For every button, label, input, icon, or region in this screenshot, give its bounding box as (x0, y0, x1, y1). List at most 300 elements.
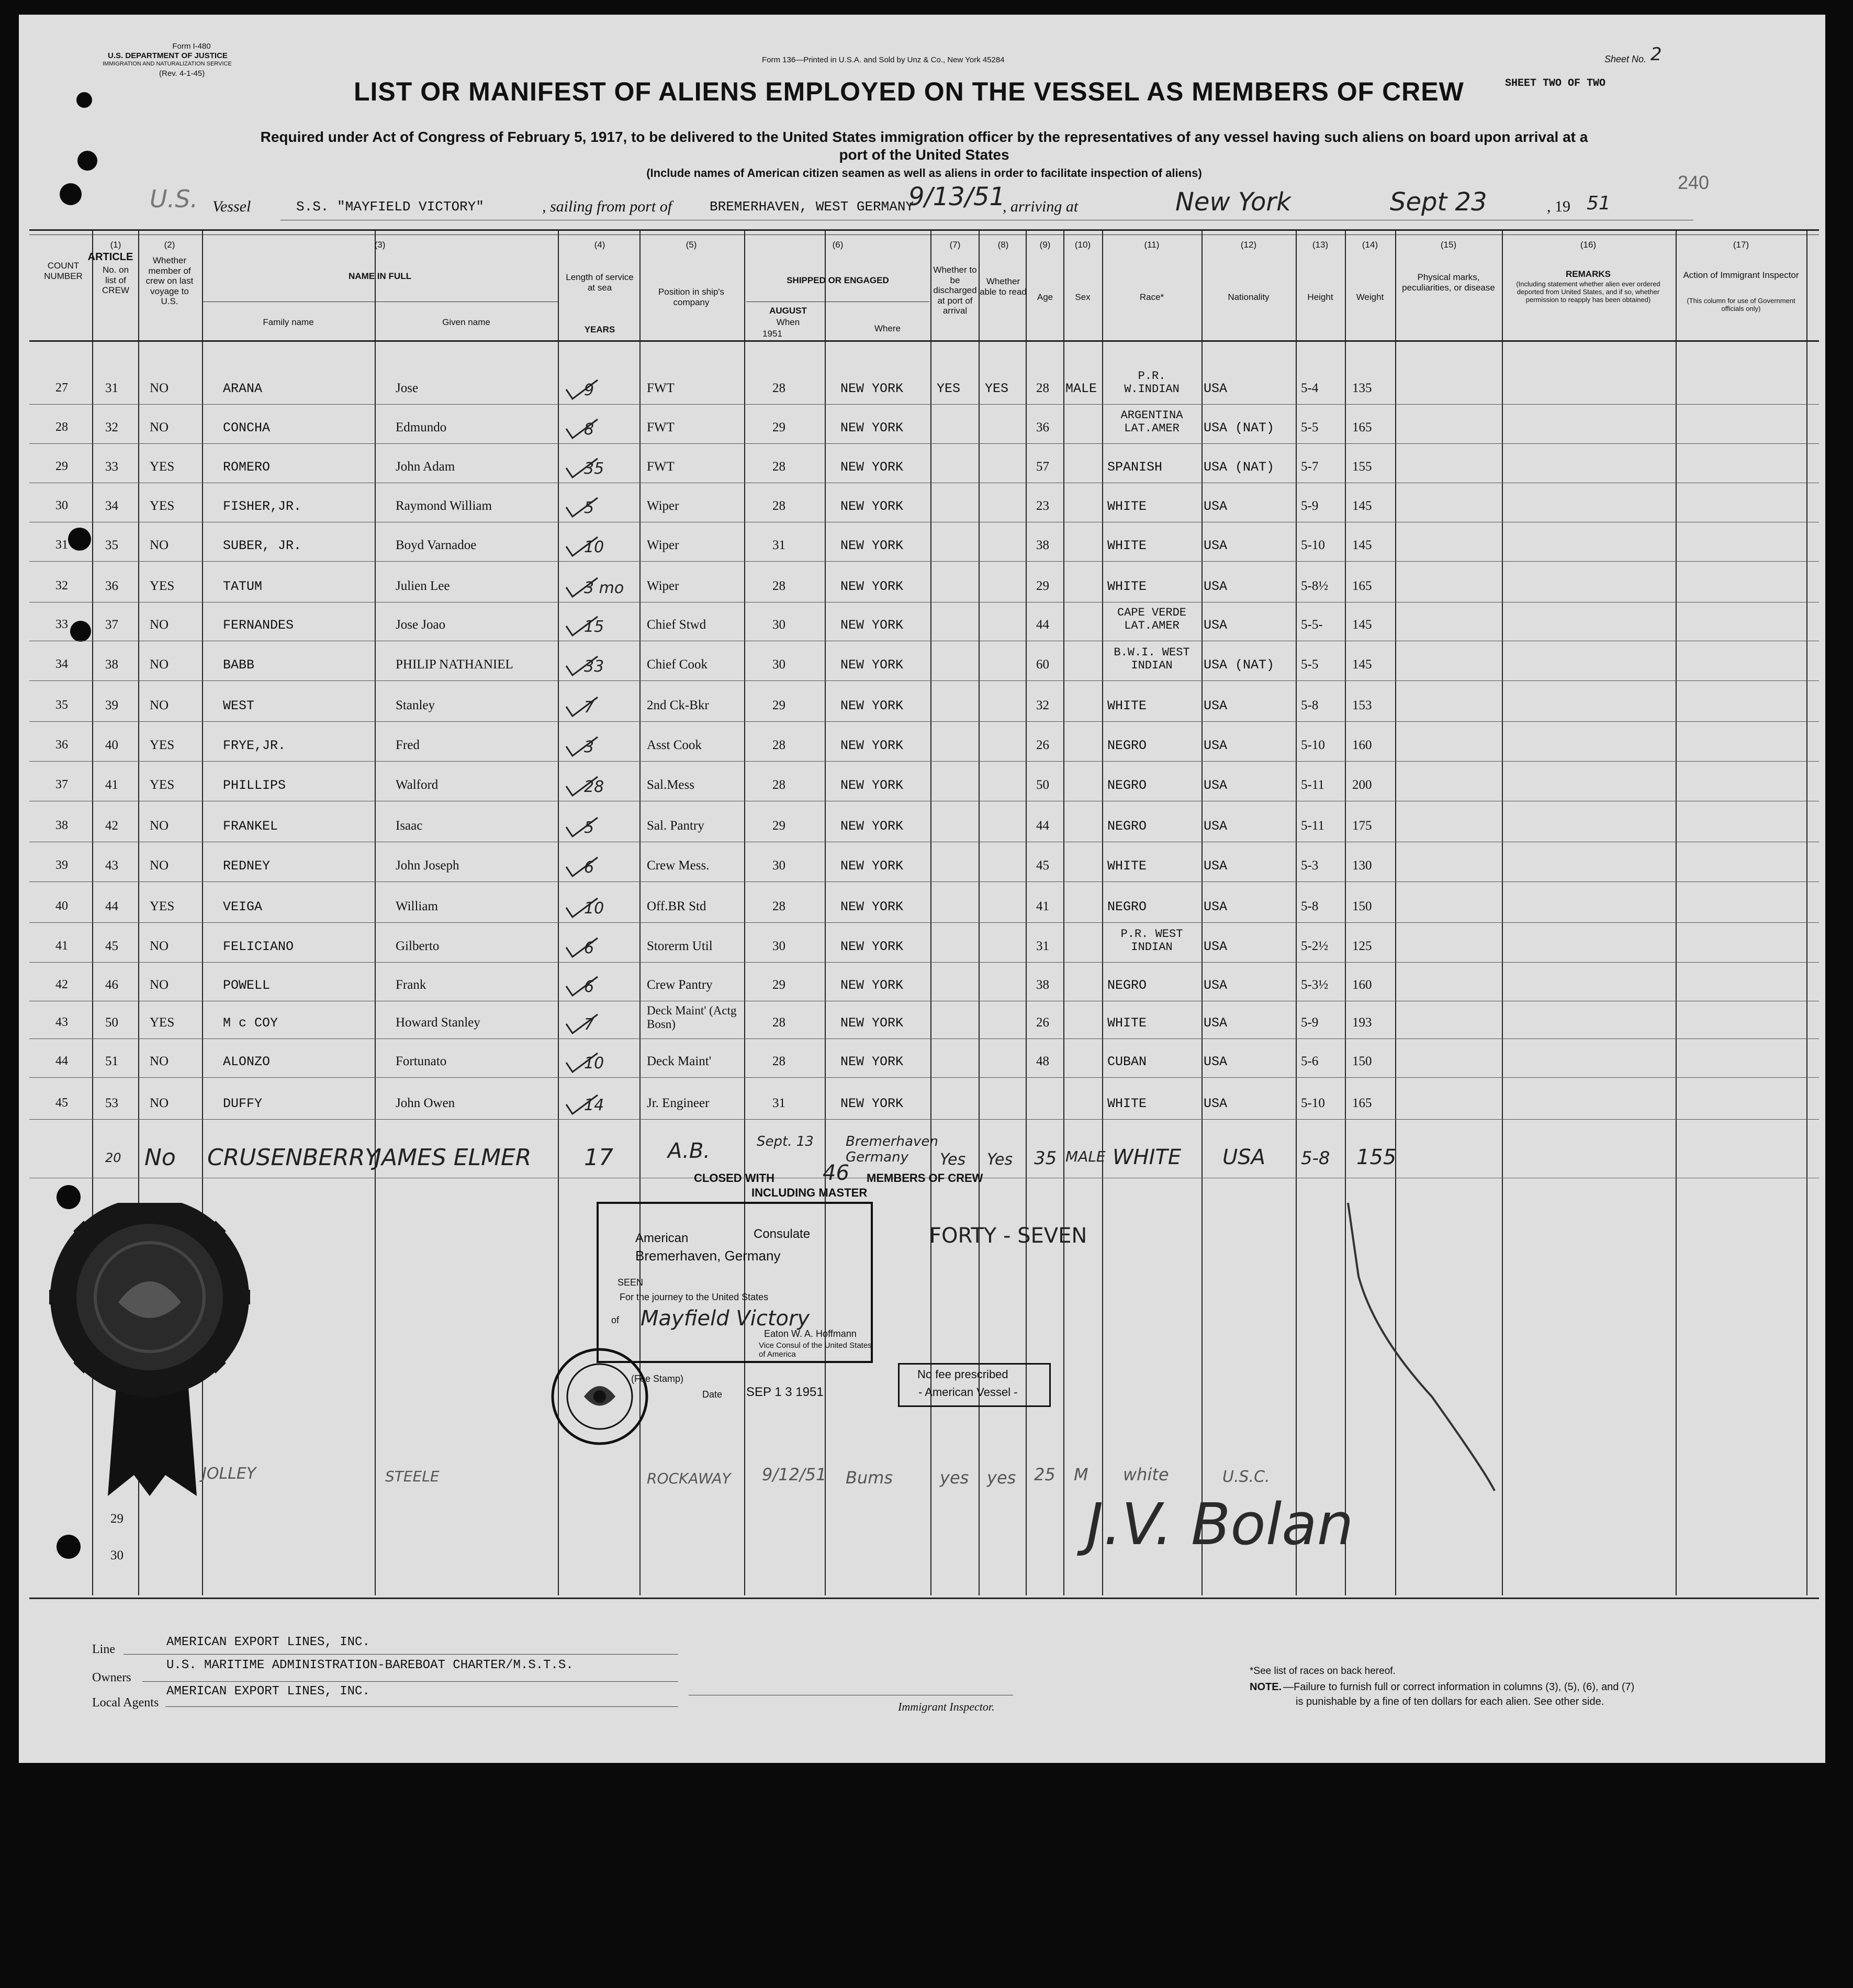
row-race: B.W.I. WEST INDIAN (1114, 646, 1190, 672)
check-mark-icon (564, 1051, 601, 1075)
grid-column-line (1296, 229, 1297, 1595)
printer-line: Form 136—Printed in U.S.A. and Sold by Unz & Co., New York 45284 (762, 55, 1005, 64)
col-7-num: (7) (949, 240, 961, 250)
punch-hole (76, 92, 92, 108)
stamp-date-label: Date (702, 1389, 723, 1400)
hw-race: WHITE (1113, 1145, 1182, 1169)
row-height: 5-3 (1301, 858, 1319, 873)
row-height: 5-9 (1301, 1015, 1319, 1030)
row-shipped-when: 28 (772, 499, 785, 513)
row-list-number: 44 (105, 899, 118, 913)
col-10: Sex (1075, 292, 1091, 302)
col-2: Whether member of crew on last voyage to U.S. (145, 255, 194, 307)
row-last-voyage: YES (150, 899, 175, 913)
row-count-number: 36 (55, 738, 68, 752)
row-last-voyage: YES (150, 778, 175, 792)
col-6-num: (6) (832, 240, 844, 250)
row-given-name: John Joseph (396, 858, 459, 873)
table-row-rule (29, 443, 1819, 444)
row-nationality: USA (1204, 499, 1228, 514)
col-7: Whether to be discharged at port of arrival (933, 265, 977, 316)
col-6-month: AUGUST (769, 306, 807, 316)
check-mark-icon (564, 775, 601, 799)
row-weight: 145 (1352, 538, 1372, 552)
row-list-number: 39 (105, 698, 118, 712)
row-shipped-where: NEW YORK (840, 381, 904, 396)
col-8: Whether able to read (980, 276, 1027, 297)
row-list-number: 32 (105, 420, 118, 434)
row-last-voyage: NO (150, 657, 169, 672)
no-fee-line-1: No fee prescribed (917, 1368, 1008, 1381)
row-list-number: 42 (105, 819, 118, 833)
forty-seven: FORTY - SEVEN (929, 1224, 1087, 1248)
row-position: Wiper (647, 499, 679, 513)
row-family-name: ALONZO (223, 1054, 271, 1069)
row-service-length: 9 (584, 381, 594, 399)
row-service-length: 5 (584, 819, 594, 837)
consulate-line-1b: Consulate (754, 1227, 811, 1241)
arrival-date: Sept 23 (1390, 187, 1487, 217)
row-given-name: Fred (396, 738, 420, 752)
revision: (Rev. 4-1-45) (159, 69, 205, 78)
col-9-num: (9) (1039, 240, 1051, 250)
row-family-name: ARANA (223, 381, 263, 396)
row-count-number: 37 (55, 778, 68, 791)
extra-line-30: 30 (110, 1548, 123, 1562)
row-shipped-where: NEW YORK (840, 858, 904, 874)
row-position: Asst Cook (647, 738, 702, 752)
row-shipped-when: 28 (772, 1054, 785, 1068)
row-position: Chief Cook (647, 657, 707, 672)
closed-count: 46 (823, 1161, 849, 1185)
row-count-number: 29 (55, 460, 68, 473)
row-shipped-when: 28 (772, 460, 785, 474)
check-mark-icon (564, 535, 601, 559)
check-mark-icon (564, 456, 601, 481)
row-family-name: ROMERO (223, 460, 271, 475)
col-1: No. on list of CREW (102, 265, 129, 296)
row-weight: 130 (1352, 858, 1372, 873)
col-4-unit: YEARS (584, 325, 615, 334)
note-label: NOTE. (1250, 1681, 1282, 1693)
row-shipped-when: 28 (772, 738, 785, 752)
arrival-port: New York (1175, 187, 1291, 217)
col-6-year: 1951 (762, 329, 782, 339)
check-mark-icon (564, 1093, 601, 1117)
row-shipped-when: 29 (772, 978, 785, 992)
row-age: 26 (1036, 1015, 1049, 1030)
row-count-number: 33 (55, 618, 68, 631)
row-position: Deck Maint' (Actg Bosn) (647, 1004, 737, 1031)
row-last-voyage: YES (150, 499, 175, 513)
grid-column-line (1201, 229, 1203, 1595)
row-nationality: USA (1204, 819, 1228, 834)
row-given-name: Julien Lee (396, 579, 450, 593)
row-position: FWT (647, 381, 675, 395)
row-age: 31 (1036, 939, 1049, 953)
hw-when: Sept. 13 (757, 1134, 814, 1149)
row-position: Crew Mess. (647, 858, 710, 873)
col-17: Action of Immigrant Inspector (1683, 270, 1799, 280)
check-mark-icon (564, 975, 601, 999)
col-3: NAME IN FULL (349, 271, 411, 281)
row-shipped-when: 30 (772, 618, 785, 632)
row-height: 5-11 (1301, 819, 1324, 833)
row-list-number: 36 (105, 579, 118, 593)
hw-list: 20 (105, 1151, 121, 1165)
row-height: 5-10 (1301, 538, 1325, 552)
vessel-label: Vessel (212, 198, 251, 215)
late-position: ROCKAWAY (647, 1470, 731, 1487)
row-position: Deck Maint' (647, 1054, 712, 1068)
hw-where: Bremerhaven Germany (846, 1134, 938, 1165)
row-race: NEGRO (1107, 899, 1147, 914)
hw-height: 5-8 (1301, 1148, 1330, 1169)
check-mark-icon (564, 936, 601, 960)
row-given-name: Jose Joao (396, 618, 446, 632)
row-given-name: Boyd Varnadoe (396, 538, 477, 552)
row-weight: 193 (1352, 1015, 1372, 1030)
row-given-name: Jose (396, 381, 419, 395)
row-race: CAPE VERDE LAT.AMER (1117, 606, 1187, 632)
row-service-length: 15 (584, 618, 604, 636)
row-last-voyage: NO (150, 420, 169, 434)
row-shipped-when: 28 (772, 778, 785, 792)
row-height: 5-5 (1301, 657, 1319, 672)
row-nationality: USA (NAT) (1204, 657, 1275, 673)
arrival-year: 51 (1587, 193, 1611, 214)
pencil-strike (1327, 1198, 1547, 1637)
wax-seal (29, 1203, 270, 1496)
row-age: 45 (1036, 858, 1049, 873)
row-race: NEGRO (1107, 738, 1147, 753)
page-number: 240 (1678, 172, 1710, 193)
row-race: NEGRO (1107, 819, 1147, 834)
late-read: yes (987, 1468, 1016, 1488)
row-service-length: 28 (584, 778, 604, 796)
row-weight: 145 (1352, 657, 1372, 672)
row-last-voyage: NO (150, 858, 169, 873)
row-age: 38 (1036, 538, 1049, 552)
row-race: WHITE (1107, 499, 1147, 514)
row-shipped-where: NEW YORK (840, 538, 904, 553)
subtitle-line-3: (Include names of American citizen seamen as well as aliens in order to facilitate inspection of aliens) (646, 166, 1202, 180)
col-11: Race* (1139, 292, 1164, 302)
col-5: Position in ship's company (658, 287, 725, 307)
grid-column-line (1063, 229, 1064, 1595)
hw-given-name: JAMES ELMER (375, 1144, 532, 1171)
row-nationality: USA (1204, 778, 1228, 793)
row-list-number: 46 (105, 978, 118, 992)
row-shipped-where: NEW YORK (840, 778, 904, 793)
row-shipped-when: 30 (772, 657, 785, 672)
row-race: SPANISH (1107, 460, 1163, 475)
row-age: 32 (1036, 698, 1049, 712)
row-position: Wiper (647, 579, 679, 593)
row-count-number: 41 (55, 939, 68, 953)
row-service-length: 7 (584, 698, 594, 717)
row-given-name: Edmundo (396, 420, 447, 434)
row-count-number: 31 (55, 538, 68, 552)
grid-column-line (1102, 229, 1103, 1595)
col-17-num: (17) (1733, 240, 1749, 250)
row-weight: 200 (1352, 778, 1372, 792)
row-family-name: FRANKEL (223, 819, 278, 834)
col-12-num: (12) (1240, 240, 1257, 250)
no-fee-stamp (898, 1363, 1051, 1407)
no-fee-line-2: - American Vessel - (918, 1386, 1018, 1399)
row-nationality: USA (1204, 978, 1228, 993)
page-title: LIST OR MANIFEST OF ALIENS EMPLOYED ON THE VESSEL AS MEMBERS OF CREW (354, 77, 1464, 106)
row-list-number: 41 (105, 778, 118, 792)
row-list-number: 51 (105, 1054, 118, 1068)
row-height: 5-5- (1301, 618, 1323, 632)
row-list-number: 53 (105, 1096, 118, 1110)
row-weight: 155 (1352, 460, 1372, 474)
hw-last-voyage: No (144, 1144, 176, 1171)
row-nationality: USA (NAT) (1204, 460, 1275, 475)
col-13-num: (13) (1312, 240, 1329, 250)
late-when: 9/12/51 (762, 1465, 827, 1484)
row-weight: 125 (1352, 939, 1372, 953)
subtitle-line-2: port of the United States (839, 147, 1009, 163)
row-family-name: M c COY (223, 1015, 278, 1031)
late-race: white (1123, 1465, 1169, 1484)
row-age: 44 (1036, 819, 1049, 833)
hw-nationality: USA (1222, 1145, 1266, 1169)
row-race: NEGRO (1107, 778, 1147, 793)
row-weight: 160 (1352, 738, 1372, 752)
row-nationality: USA (NAT) (1204, 420, 1275, 435)
row-height: 5-11 (1301, 778, 1324, 792)
row-height: 5-8½ (1301, 579, 1329, 593)
row-sex: MALE (1065, 381, 1097, 396)
row-given-name: Frank (396, 978, 426, 992)
row-position: Crew Pantry (647, 978, 713, 992)
late-given-name: STEELE (385, 1468, 440, 1485)
row-service-length: 6 (584, 978, 594, 996)
row-age: 44 (1036, 618, 1049, 632)
punch-hole (68, 528, 91, 551)
row-given-name: Walford (396, 778, 439, 792)
late-sex: M (1074, 1465, 1088, 1484)
row-shipped-where: NEW YORK (840, 978, 904, 993)
row-list-number: 45 (105, 939, 118, 953)
check-mark-icon (564, 496, 601, 520)
row-list-number: 50 (105, 1015, 118, 1030)
col-4: Length of service at sea (566, 272, 634, 293)
row-last-voyage: YES (150, 460, 175, 474)
row-position: Storerm Util (647, 939, 713, 953)
hw-service: 17 (584, 1144, 613, 1171)
sailing-label: , sailing from port of (542, 198, 672, 215)
row-service-length: 10 (584, 899, 604, 918)
row-service-length: 14 (584, 1096, 604, 1114)
table-row-rule (29, 1077, 1819, 1078)
row-service-length: 7 (584, 1015, 594, 1034)
row-height: 5-4 (1301, 381, 1319, 395)
row-nationality: USA (1204, 618, 1228, 633)
row-family-name: DUFFY (223, 1096, 263, 1111)
table-row-rule (29, 1119, 1819, 1120)
row-nationality: USA (1204, 1096, 1228, 1111)
grid-column-line (375, 229, 376, 1595)
col-4-num: (4) (594, 240, 605, 250)
table-row-rule (29, 962, 1819, 963)
row-age: 36 (1036, 420, 1049, 434)
row-last-voyage: NO (150, 939, 169, 953)
late-family-name: JOLLEY (202, 1465, 256, 1483)
row-family-name: SUBER, JR. (223, 538, 302, 553)
consulate-of: of (611, 1315, 620, 1325)
row-race: NEGRO (1107, 978, 1147, 993)
check-mark-icon (564, 576, 601, 600)
row-list-number: 43 (105, 858, 118, 873)
row-shipped-when: 28 (772, 579, 785, 593)
col-14: Weight (1356, 292, 1384, 302)
row-height: 5-8 (1301, 899, 1319, 913)
row-last-voyage: NO (150, 698, 169, 712)
row-nationality: USA (1204, 538, 1228, 553)
col-16: REMARKS (1566, 269, 1611, 279)
row-shipped-where: NEW YORK (840, 499, 904, 514)
consul-name: Eaton W. A. Hoffmann (764, 1328, 857, 1339)
row-shipped-where: NEW YORK (840, 698, 904, 713)
row-service-length: 10 (584, 538, 604, 556)
row-last-voyage: NO (150, 819, 169, 833)
row-position: Wiper (647, 538, 679, 552)
row-shipped-where: NEW YORK (840, 657, 904, 673)
line-label: Line (92, 1643, 115, 1656)
row-weight: 165 (1352, 1096, 1372, 1110)
check-mark-icon (564, 735, 601, 759)
extra-line-29: 29 (110, 1512, 123, 1526)
line-value: AMERICAN EXPORT LINES, INC. (166, 1635, 370, 1649)
row-service-length: 3 mo (584, 579, 624, 597)
row-service-length: 10 (584, 1054, 604, 1073)
table-row-rule (29, 1038, 1819, 1039)
row-shipped-where: NEW YORK (840, 460, 904, 475)
row-family-name: REDNEY (223, 858, 271, 874)
fee-stamp-label: (Fee Stamp) (631, 1373, 684, 1384)
col-8-num: (8) (997, 240, 1009, 250)
row-shipped-where: NEW YORK (840, 899, 904, 914)
row-last-voyage: YES (150, 579, 175, 593)
row-shipped-when: 31 (772, 538, 785, 552)
consulate-line-1a: American (635, 1231, 689, 1245)
row-position: Jr. Engineer (647, 1096, 710, 1110)
col-6-where: Where (874, 323, 901, 333)
col-5-num: (5) (686, 240, 697, 250)
hw-position: A.B. (668, 1139, 710, 1163)
grid-column-line (1806, 229, 1807, 1595)
row-age: 57 (1036, 460, 1049, 474)
col-3-num: (3) (374, 240, 386, 250)
row-height: 5-6 (1301, 1054, 1319, 1068)
row-race: WHITE (1107, 858, 1147, 874)
row-given-name: Fortunato (396, 1054, 447, 1068)
row-given-name: John Owen (396, 1096, 455, 1110)
row-height: 5-5 (1301, 420, 1319, 434)
hw-read: Yes (987, 1151, 1013, 1169)
row-weight: 153 (1352, 698, 1372, 712)
sheet-note: SHEET TWO OF TWO (1505, 77, 1606, 90)
row-list-number: 37 (105, 618, 118, 632)
row-last-voyage: NO (150, 618, 169, 632)
row-shipped-where: NEW YORK (840, 1096, 904, 1111)
subtitle-line-1: Required under Act of Congress of February 5, 1917, to be delivered to the United States immigration officer by the representatives of any vessel having such aliens on board upon arrival at a (260, 129, 1588, 145)
row-weight: 165 (1352, 420, 1372, 434)
row-nationality: USA (1204, 381, 1228, 396)
including-master: INCLUDING MASTER (751, 1186, 868, 1199)
col-6-when: When (776, 317, 800, 327)
row-given-name: John Adam (396, 460, 455, 474)
col-16-note: (Including statement whether alien ever ordered deported from United States, and if so, whether permission to reapply has been obtained) (1516, 280, 1660, 304)
department: U.S. DEPARTMENT OF JUSTICE (108, 51, 228, 60)
row-given-name: Howard Stanley (396, 1015, 480, 1030)
table-row-rule (29, 721, 1819, 722)
table-row-rule (29, 761, 1819, 762)
row-weight: 150 (1352, 1054, 1372, 1068)
row-race: P.R. W.INDIAN (1124, 370, 1180, 396)
col-3-family: Family name (263, 317, 314, 327)
row-list-number: 34 (105, 499, 118, 513)
row-nationality: USA (1204, 698, 1228, 713)
row-family-name: FISHER,JR. (223, 499, 302, 514)
year-prefix: , 19 (1547, 198, 1570, 215)
row-race: WHITE (1107, 538, 1147, 553)
row-height: 5-10 (1301, 738, 1325, 752)
row-count-number: 28 (55, 420, 68, 434)
row-position: Chief Stwd (647, 618, 706, 632)
row-race: CUBAN (1107, 1054, 1147, 1069)
row-last-voyage: NO (150, 538, 169, 552)
row-family-name: BABB (223, 657, 255, 673)
row-list-number: 38 (105, 657, 118, 672)
row-race: WHITE (1107, 1015, 1147, 1031)
row-family-name: FRYE,JR. (223, 738, 286, 753)
row-race: P.R. WEST INDIAN (1120, 928, 1183, 954)
row-count-number: 32 (55, 579, 68, 593)
row-family-name: PHILLIPS (223, 778, 286, 793)
members-of-crew: MEMBERS OF CREW (867, 1171, 983, 1185)
row-nationality: USA (1204, 1054, 1228, 1069)
col-13: Height (1307, 292, 1333, 302)
row-last-voyage: NO (150, 1096, 169, 1110)
row-count-number: 35 (55, 698, 68, 712)
row-age: 23 (1036, 499, 1049, 513)
check-mark-icon (564, 615, 601, 639)
row-weight: 135 (1352, 381, 1372, 395)
col-15: Physical marks, peculiarities, or disease (1402, 272, 1495, 293)
late-age: 25 (1034, 1465, 1055, 1484)
row-age: 28 (1036, 381, 1049, 395)
closed-with-label: CLOSED WITH (694, 1171, 774, 1185)
row-height: 5-10 (1301, 1096, 1325, 1110)
row-count-number: 40 (55, 899, 68, 913)
grid-column-line (825, 229, 826, 1595)
col-1-num: (1) (110, 240, 121, 250)
us-mark: U.S. (150, 185, 198, 213)
row-discharged: YES (937, 381, 961, 396)
row-height: 5-7 (1301, 460, 1319, 474)
col-2-num: (2) (164, 240, 175, 250)
row-age: 38 (1036, 978, 1049, 992)
row-count-number: 44 (55, 1054, 68, 1068)
row-last-voyage: NO (150, 381, 169, 395)
row-nationality: USA (1204, 899, 1228, 914)
row-nationality: USA (1204, 939, 1228, 954)
